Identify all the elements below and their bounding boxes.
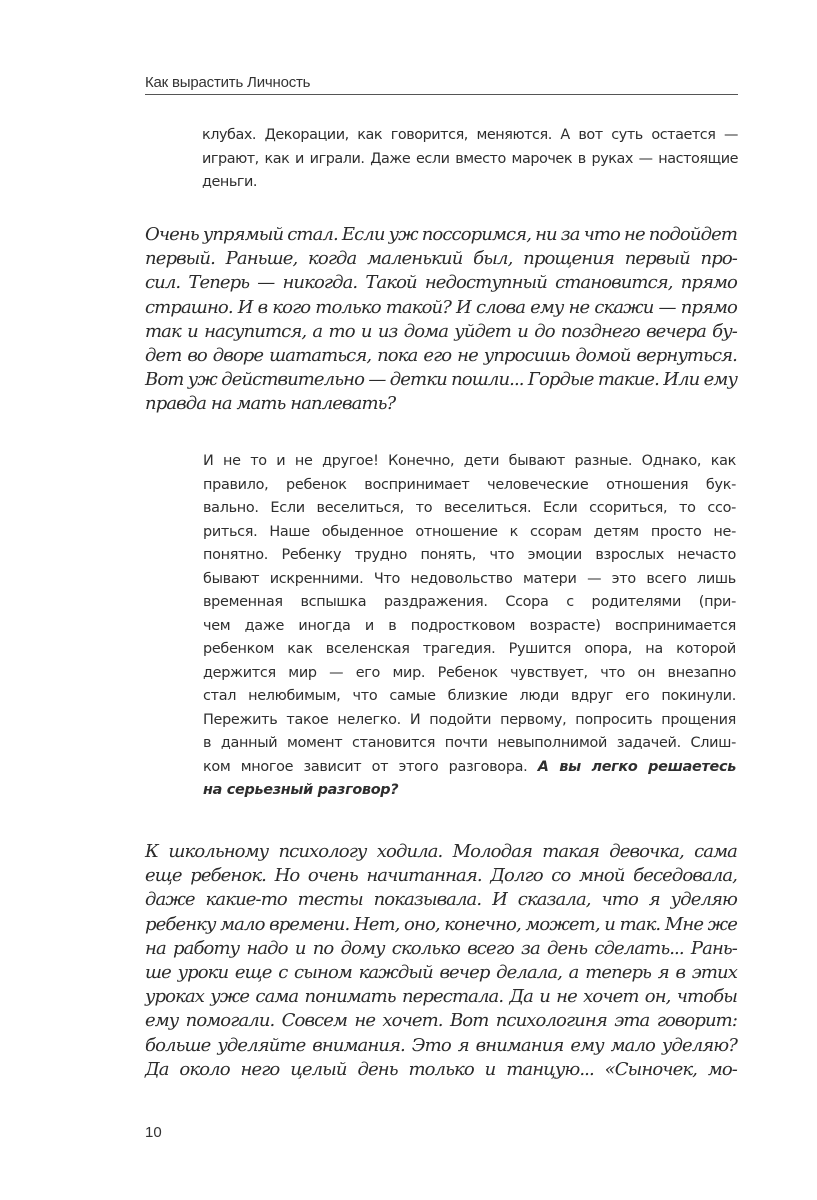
text-line: больше уделяйте внимания. Это я внимания ему мало уделяю? bbox=[145, 1034, 737, 1056]
text-line: держится мир — его мир. Ребенок чувствует, что он внезапно bbox=[203, 664, 736, 681]
text-line: правило, ребенок воспринимает человеческие отношения бук- bbox=[203, 476, 736, 493]
text-line: К школьному психологу ходила. Молодая такая девочка, сама bbox=[145, 841, 737, 862]
text-line bbox=[203, 779, 736, 803]
text-line: клубах. Декорации, как говорится, меняются. А вот суть остается — bbox=[202, 127, 738, 143]
text-line: Пережить такое нелегко. И подойти первому, попросить прощения bbox=[203, 711, 736, 728]
text-line: ребенку мало времени. Нет, оно, конечно, может, и так. Мне же bbox=[145, 913, 737, 935]
answer-block-1 bbox=[203, 450, 736, 803]
text-line: вально. Если веселиться, то веселиться. Если ссориться, то ссо- bbox=[203, 500, 736, 516]
answer-continued-block bbox=[202, 124, 738, 195]
text-line: ше уроки еще с сыном каждый вечер делала, а теперь я в этих bbox=[145, 962, 737, 984]
emphasis-question: на серьезный разговор? bbox=[203, 782, 399, 798]
text-line: И не то и не другое! Конечно, дети бывают разные. Однако, как bbox=[203, 453, 736, 469]
text-line: дет во дворе шататься, пока его не упросишь домой вернуться. bbox=[145, 345, 737, 367]
page-number: 10 bbox=[145, 1124, 162, 1141]
text-line: играют, как и играли. Даже если вместо марочек в руках — настоящие bbox=[202, 150, 738, 167]
text-line: в данный момент становится почти невыполнимой задачей. Слиш- bbox=[203, 735, 736, 751]
text-line: так и насупится, а то и из дома уйдет и до позднего вечера бу- bbox=[145, 320, 737, 342]
text-line: правда на мать наплевать? bbox=[145, 393, 396, 415]
running-head bbox=[145, 74, 738, 95]
text-line: деньги. bbox=[202, 174, 258, 190]
text-line: даже какие-то тесты показывала. И сказала, что я уделяю bbox=[145, 889, 737, 911]
text-line: еще ребенок. Но очень начитанная. Долго со мной беседовала, bbox=[145, 865, 737, 887]
text-line: на работу надо и по дому сколько всего за день сделать... Рань- bbox=[145, 937, 737, 959]
text-line: Да около него целый день только и танцую... «Сыночек, мо- bbox=[145, 1058, 737, 1080]
text-line: Вот уж действительно — детки пошли... Гордые такие. Или ему bbox=[145, 369, 737, 391]
text-line-mixed bbox=[203, 756, 736, 780]
text-line: сил. Теперь — никогда. Такой недоступный становится, прямо bbox=[145, 272, 737, 294]
text-line: чем даже иногда и в подростковом возрасте) воспринимается bbox=[203, 617, 736, 634]
text-line: Очень упрямый стал. Если уж поссоримся, ни за что не подойдет bbox=[145, 224, 737, 245]
book-title: Как вырастить Личность bbox=[145, 74, 311, 91]
text-line: понятно. Ребенку трудно понять, что эмоции взрослых нечасто bbox=[203, 547, 736, 563]
text-line: бывают искренними. Что недовольство матери — это всего лишь bbox=[203, 570, 736, 587]
text-line: первый. Раньше, когда маленький был, прощения первый про- bbox=[145, 248, 737, 270]
text-line: уроках уже сама понимать перестала. Да и не хочет он, чтобы bbox=[145, 986, 737, 1008]
plain-text: ком многое зависит от этого разговора. bbox=[203, 758, 538, 775]
parent-question-1 bbox=[145, 223, 737, 417]
text-line: ему помогали. Совсем не хочет. Вот психологиня эта говорит: bbox=[145, 1010, 737, 1032]
text-line: риться. Наше обыденное отношение к ссорам детям просто не- bbox=[203, 523, 736, 540]
emphasis-text: А вы легко решаетесь bbox=[537, 758, 736, 775]
parent-question-2 bbox=[145, 840, 737, 1082]
text-line: страшно. И в кого только такой? И слова ему не скажи — прямо bbox=[145, 296, 737, 318]
text-line: временная вспышка раздражения. Ссора с родителями (при- bbox=[203, 594, 736, 610]
text-line: стал нелюбимым, что самые близкие люди вдруг его покинули. bbox=[203, 688, 736, 704]
text-line: ребенком как вселенская трагедия. Рушится опора, на которой bbox=[203, 641, 736, 657]
